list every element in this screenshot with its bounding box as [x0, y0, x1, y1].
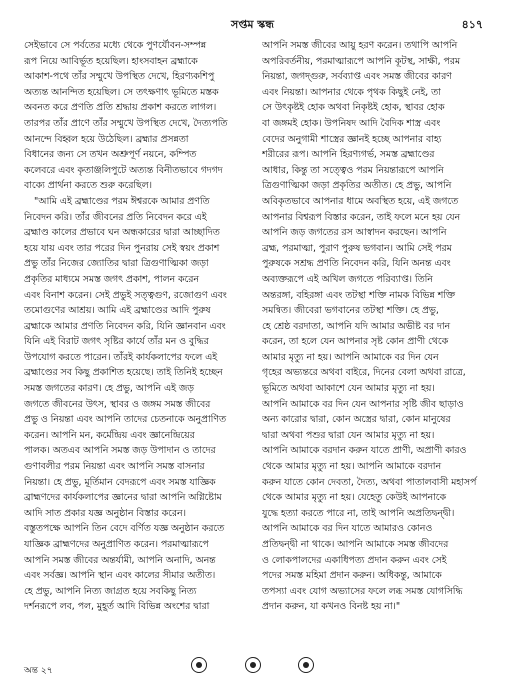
- text-line: অন্তরঙ্গা, বহিরঙ্গা এবং তটস্থা শক্তি নামক বিভিন্ন শক্তি: [262, 289, 455, 301]
- chapter-title: সপ্তম স্কন্ধ: [231, 18, 274, 31]
- text-line: থেকে আমার মৃত্যু না হয়। যেহেতু কেউই আপনাকে: [262, 492, 447, 504]
- text-line: তারপর তাঁর প্রাণে তাঁর সম্মুখে উপস্থিত দেখে, দৈত্যপতি: [24, 117, 228, 129]
- text-line: এবং নিয়ন্তা। আপনার থেকে পৃথক কিছুই নেই, তা: [262, 86, 441, 98]
- text-line: আপনি আমাকে বর দিন যাতে আমারও কোনও: [262, 523, 433, 535]
- text-line: অবিকৃতভাবে আপনার ধামে অবস্থিত হয়ে, এই জগতে: [262, 195, 459, 207]
- text-line: অবনত করে প্রণতি প্রতি শ্রদ্ধায় প্রকাশ করতে লাগল।: [24, 102, 217, 114]
- text-line: আপনি জড় জগতের রস আস্বাদন করছেন। আপনি: [262, 227, 447, 239]
- text-line: করেন। আপনি মন, কর্মেন্দ্রিয় এবং জ্ঞানেন্দ্রিয়ের: [24, 429, 195, 441]
- text-line: অব্যক্তরূপে এই অখিল জগতে পরিব্যাপ্ত। তিনি: [262, 273, 433, 285]
- text-line: ত্রিগুণাত্মিকা জড়া প্রকৃতির অতীত। হে প্রভু, আপনি: [262, 180, 452, 192]
- text-line: যাজ্ঞিক ব্রাহ্মণদের অনুপ্রাণিত করেন। পরমাত্মারূপে: [24, 539, 209, 550]
- text-line: ব্রহ্মাণ্ডের সব কিছু প্রকাশিত হয়েছে। তাই তিনিই হচ্ছেন: [24, 367, 223, 379]
- text-line: পুরুষকে সশ্রদ্ধ প্রণতি নিবেদন করি, যিনি অনন্ত এবং: [262, 258, 451, 270]
- text-line: সে উৎকৃষ্টই হোক অথবা নিকৃষ্টই হোক, স্থাবর হোক: [262, 102, 445, 114]
- text-line: দর্শনরূপে লব, পল, মুহূর্ত আদি বিভিন্ন অংশের দ্বারা: [24, 601, 210, 613]
- text-line: যুদ্ধে হত্যা করতে পারে না, তাই আপনি অপ্রতিদ্বন্দ্বী।: [262, 507, 455, 519]
- text-line: ব্রহ্ম, পরমাত্মা, পুরাণ পুরুষ ভগবান। আমি সেই পরম: [262, 242, 452, 254]
- text-line: প্রদান করুন, যা কখনও বিনষ্ট হয় না।": [262, 601, 401, 613]
- text-line: হে শ্রেষ্ঠ বরদাতা, আপনি যদি আমার অভীষ্ট বর দান: [262, 320, 451, 332]
- text-line: হে প্রভু, আপনি নিত্য জাগ্রত হয়ে সবকিছু নিত্য: [24, 585, 197, 597]
- text-line: প্রভু ও নিয়ন্তা এবং আপনি তাদের চেতনাকে অনুপ্রাণিত: [24, 414, 226, 426]
- text-line: দ্বারা অথবা পশুর দ্বারা যেন আমার মৃত্যু না হয়।: [262, 429, 435, 441]
- text-line: নিবেদন করি। তাঁর জীবনের প্রতি নিবেদন করে এই: [24, 211, 207, 223]
- text-line: আপনি আমাকে বর দিন যেন আপনার সৃষ্টি জীব ছাড়াও: [262, 398, 464, 410]
- text-line: বা জঙ্গমই হোক। উপনিষদ আদি বৈদিক শাস্ত্র এবং: [262, 117, 441, 129]
- text-line: "আমি এই ব্রহ্মাণ্ডের পরম ঈশ্বরকে আমার প্রণতি: [34, 195, 210, 207]
- text-line: বেদের অনুগামী শাস্ত্রের জ্ঞানই হচ্ছে আপনার বাহ্য: [262, 133, 442, 145]
- text-line: উপযোগ করতে পারেন। তাঁরই কার্যকলাপের ফলে এই: [24, 351, 218, 363]
- text-line: শরীরের রূপ। আপনি হিরণ্যগর্ভ, সমস্ত ব্রহ্মাণ্ডের: [262, 149, 435, 161]
- text-line: আপনি আমাকে বরদান করুন যাতে প্রাণী, অপ্রাণী কারও: [262, 445, 467, 457]
- text-line: এবং সর্বজ্ঞ। আপনি স্থান এবং কালের সীমার অতীত।: [24, 570, 216, 582]
- text-line: নিয়ন্তা, জগদ্গুরু, সর্বব্যাপ্ত এবং সমস্ত জীবের কারণ: [262, 71, 452, 83]
- text-line: প্রতিদ্বন্দ্বী না থাকে। আপনি আমাকে সমস্ত জীবদের: [262, 539, 449, 550]
- page-footer: [0, 655, 505, 681]
- text-line: নিয়ন্তা। হে প্রভু, মূর্তিমান বেদরূপে এবং সমস্ত যাজ্ঞিক: [24, 476, 216, 488]
- text-line: সমস্ত জগতের কারণ। হে প্রভু, আপনি এই জড়: [24, 383, 194, 395]
- text-line: হয়ে যায় এবং তার পরের দিন পুনরায় সেই স্বয়ং প্রকাশ: [24, 242, 220, 254]
- text-line: করুন যাতে কোন দেবতা, দৈত্য, অথবা পাতালবাসী মহাসর্প: [262, 476, 477, 488]
- text-line: ও লোকপালদের একাধিপত্য প্রদান করুন এবং সেই: [262, 554, 447, 566]
- text-line: আপনি সমস্ত জীবের আয়ু হরণ করেন। তথাপি আপনি: [262, 40, 458, 51]
- text-line: অত্যন্ত আনন্দিত হয়েছিল। সে তৎক্ষণাৎ ভূমিতে মস্তক: [24, 86, 219, 98]
- text-line: পদের সমস্ত মহিমা প্রদান করুন। অধিকন্তু, আমাকে: [262, 570, 442, 582]
- ornament-row: [0, 657, 505, 677]
- text-line: প্রভু তাঁর নিজের জ্যোতির দ্বারা ত্রিগুণাত্মিকা জড়া: [24, 258, 209, 270]
- signature-mark: অন্ত ২৭: [24, 666, 53, 676]
- text-line: আমার মৃত্যু না হয়। আপনি আমাকে বর দিন যেন: [262, 351, 439, 363]
- text-line: কলেবরে এবং কৃতাঞ্জলিপুটে অত্যন্ত বিনীতভাবে গদগদ: [24, 164, 223, 176]
- text-line: সমন্বিত। জীবেরা ভগবানের তটস্থা শক্তি। হে প্রভু,: [262, 305, 439, 317]
- right-column: [262, 38, 484, 615]
- text-line: আদি সাত প্রকার যজ্ঞ অনুষ্ঠান বিস্তার করেন।: [24, 507, 186, 519]
- text-line: অপরিবর্তনীয়, পরমাত্মারূপে আপনি কূটস্থ, সাক্ষী, পরম: [262, 55, 461, 67]
- text-line: অন্য কারোর দ্বারা, কোন অস্ত্রের দ্বারা, কোন মানুষের: [262, 414, 451, 426]
- text-line: ভূমিতে অথবা আকাশে যেন আমার মৃত্যু না হয়।: [262, 383, 435, 395]
- text-line: আপনি সমস্ত জীবের অন্তর্যামী, আপনি অনাদি, অনন্ত: [24, 554, 216, 566]
- page-header: [0, 14, 505, 32]
- text-line: থেকে আমার মৃত্যু না হয়। আপনি আমাকে বরদান: [262, 461, 442, 473]
- text-line: গৃহের অভ্যন্তরে অথবা বাইরে, দিনের বেলা অথবা রাত্রে,: [262, 367, 466, 379]
- text-line: ব্রহ্মাকে আমার প্রণতি নিবেদন করি, যিনি জ্ঞানবান এবং: [24, 320, 226, 332]
- ornament-icon: [298, 657, 314, 673]
- text-line: এবং বিনাশ করেন। সেই প্রভুই সত্ত্বগুণ, রজোগুণ এবং: [24, 289, 227, 301]
- text-line: গুণাবলীর পরম নিয়ন্তা এবং আপনি সমস্ত বাসনার: [24, 461, 205, 473]
- text-line: সেইভাবে সে পর্বতের মধ্যে থেকে পুণর্যৌবন-সম্পন্ন: [24, 40, 207, 51]
- text-line: তপস্যা এবং যোগ অভ্যাসের ফলে লব্ধ সমস্ত যোগসিদ্ধি: [262, 585, 463, 597]
- ornament-icon: [245, 657, 261, 673]
- text-line: বিধানের জন্য সে তখন অশ্রুপূর্ণ নয়নে, কম্পিত: [24, 149, 197, 161]
- text-line: বাক্যে প্রার্থনা করতে শুরু করেছিল।: [24, 180, 152, 192]
- text-line: আনন্দে বিহ্বল হয়ে উঠেছিল। ব্রহ্মার প্রসন্নতা: [24, 133, 189, 145]
- text-line: রূপ নিয়ে আবির্ভূত হয়েছিল। হাংসবাহন ব্রহ্মাকে: [24, 55, 198, 67]
- text-line: যিনি এই বিরাট জগৎ সৃষ্টির কার্যে তাঁর মন ও বুদ্ধির: [24, 336, 209, 348]
- text-line: তমোগুণের আশ্রয়। আমি এই ব্রহ্মাণ্ডের আদি পুরুষ: [24, 305, 211, 317]
- text-line: আধার, কিন্তু তা সত্ত্বেও পরম নিয়ন্তারূপে আপনি: [262, 164, 444, 176]
- text-line: আপনার বিশ্বরূপ বিস্তার করেন, তাই ফলে মনে হয় যেন: [262, 211, 461, 223]
- text-line: জগতে জীবনের উৎস, স্থাবর ও জঙ্গম সমস্ত জীবের: [24, 398, 211, 410]
- text-line: পালক। অতএব আপনি সমস্ত জড় উপাদান ও তাদের: [24, 445, 216, 457]
- text-line: প্রকৃতির মাধ্যমে সমস্ত জগৎ প্রকাশ, পালন করেন: [24, 273, 199, 285]
- text-line: করেন, তা হলে যেন আপনার সৃষ্ট কোন প্রাণী থেকে: [262, 336, 449, 348]
- page-number: ৪১৭: [461, 18, 483, 31]
- text-line: আকাশ-পথে তাঁর সম্মুখে উপস্থিত দেখে, হিরণ্যকশিপু: [24, 71, 215, 83]
- text-line: ব্রহ্মাণ্ড কালের প্রভাবে ঘন অন্ধকারের দ্বারা আচ্ছাদিত: [24, 227, 220, 239]
- text-line: ব্রাহ্মণদের কার্যকলাপের জ্ঞানের দ্বারা আপনি অগ্নিষ্টোম: [24, 492, 222, 504]
- text-line: বস্তুতপক্ষে আপনি তিন বেদে বর্ণিত যজ্ঞ অনুষ্ঠান করতে: [24, 523, 225, 535]
- left-column: [24, 38, 246, 615]
- ornament-icon: [191, 657, 207, 673]
